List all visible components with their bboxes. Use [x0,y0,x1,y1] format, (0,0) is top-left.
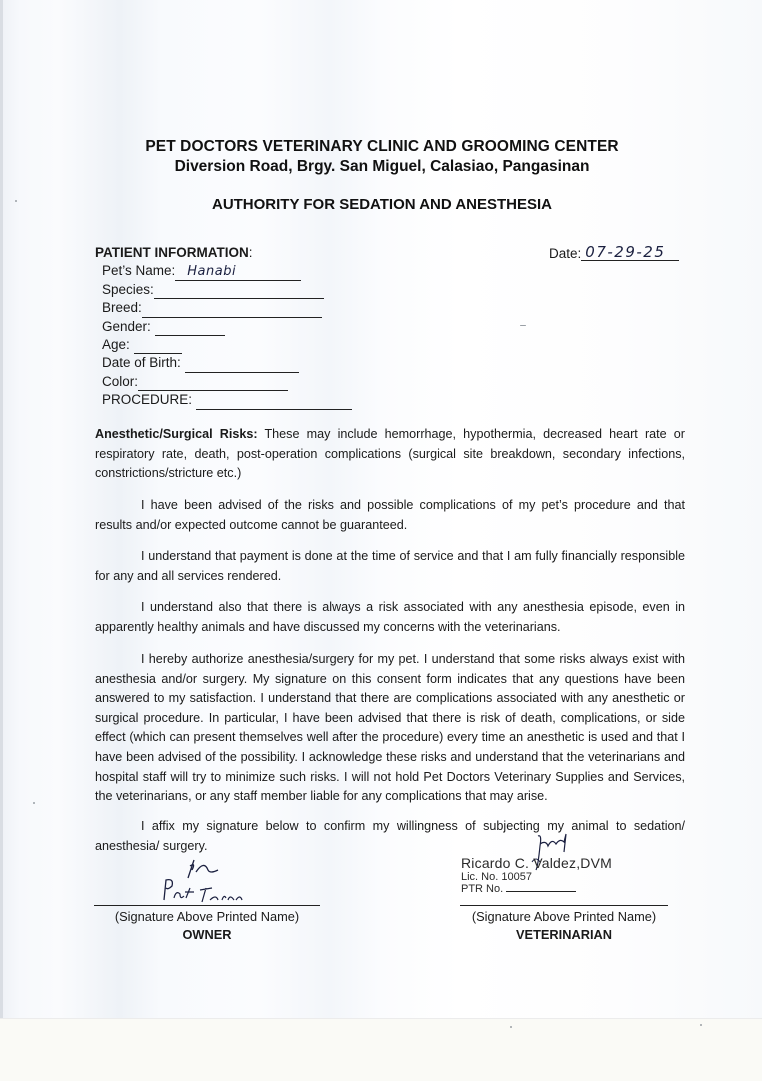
breed-input[interactable] [142,303,322,318]
procedure-input[interactable] [196,395,352,410]
age-field[interactable] [95,336,352,354]
date-label: Date: [549,246,582,261]
risks-paragraph [95,425,685,484]
field-label: PROCEDURE: [102,392,193,408]
ptr-number-field[interactable] [461,883,612,895]
pets-name-field[interactable] [95,262,352,280]
document-header [22,137,742,215]
color-field[interactable] [95,373,352,391]
scan-speck [700,1024,702,1026]
license-number: Lic. No. 10057 [461,871,532,883]
consent-paragraph-3 [95,598,685,637]
date-field[interactable] [549,244,679,261]
species-input[interactable] [154,284,324,299]
owner-signature-caption: (Signature Above Printed Name) [114,909,300,924]
paragraph-text: I understand that payment is done at the time of service and that I am fully financially responsible for any and all services rendered. [95,549,685,583]
veterinarian-role-label: VETERINARIAN [516,927,612,942]
consent-paragraph-2 [95,547,685,586]
patient-information-section [95,244,352,410]
veterinarian-stamp [461,855,612,895]
owner-role-label: OWNER [182,927,232,942]
consent-paragraph-4 [95,650,685,807]
paragraph-text: I understand also that there is always a risk associated with any anesthesia episode, even in apparently healthy animals and have discussed my concerns with the veterinarians. [95,600,685,634]
ptr-input[interactable] [506,883,576,892]
risks-text: These may include hemorrhage, hypothermia, decreased heart rate or respiratory rate, death, post-operation complications (surgical site breakdown, secondary infections, constrictions/stricture etc.) [95,427,685,481]
paragraph-text: I hereby authorize anesthesia/surgery for my pet. I understand that some risks always exist with anesthesia and/or surgery. My signature on this consent form indicates that any questions have been answered to my satisfaction. I understand that there are complications associated with any anesthetic or surgical procedure. In particular, I have been advised that there is risk of death, complications, or side effect (which can present themselves well after the procedure) every time an anesthetic is used and that I have been advised of the possibility. I acknowledge these risks and understand that the veterinarians and hospital staff will try to minimize such risks. I will not hold Pet Doctors Veterinary Supplies and Services, the veterinarians, or any staff member liable for any complications that may arise. [95,652,685,804]
age-input[interactable] [134,339,182,354]
pets-name-input[interactable] [175,266,301,281]
paragraph-text: I affix my signature below to confirm my willingness of subjecting my animal to sedation/ anesthesia/ surgery. [95,819,685,853]
clinic-address: Diversion Road, Brgy. San Miguel, Calasiao, Pangasinan [174,158,590,175]
veterinarian-signature-caption: (Signature Above Printed Name) [471,909,657,924]
breed-field[interactable] [95,299,352,317]
scan-speck [510,1026,512,1028]
veterinarian-signature-block[interactable] [460,905,668,944]
field-label: Species: [102,281,154,297]
paragraph-text: I have been advised of the risks and possible complications of my pet’s procedure and that results and/or expected outcome cannot be guaranteed. [95,498,685,532]
patient-information-heading [95,244,352,262]
page-bottom-margin [0,1018,762,1081]
pets-name-value: Hanabi [187,264,237,280]
veterinarian-signature-line[interactable] [460,905,668,906]
owner-signature-block[interactable] [94,905,320,944]
date-of-birth-field[interactable] [95,354,352,372]
field-label: Date of Birth: [102,355,181,371]
scan-speck [520,325,526,326]
scan-speck [33,802,35,804]
heading-colon: : [248,245,253,260]
ptr-label: PTR No. [461,883,504,895]
color-input[interactable] [138,376,288,391]
gender-field[interactable] [95,318,352,336]
field-label: Breed: [102,300,142,316]
section-heading: PATIENT INFORMATION [95,245,249,260]
field-label: Pet’s Name: [102,263,176,279]
page-edge [0,0,3,1020]
field-label: Gender: [102,318,151,334]
document-title: AUTHORITY FOR SEDATION AND ANESTHESIA [211,196,552,213]
field-label: Age: [102,337,130,353]
risks-heading: Anesthetic/Surgical Risks: [95,427,258,441]
date-input[interactable] [581,244,679,261]
owner-signature-line[interactable] [94,905,320,906]
date-value: 07-29-25 [585,243,666,261]
clinic-name: PET DOCTORS VETERINARY CLINIC AND GROOMING CENTER [145,138,619,155]
field-label: Color: [102,373,139,389]
date-of-birth-input[interactable] [185,358,299,373]
gender-input[interactable] [155,321,225,336]
procedure-field[interactable] [95,391,352,409]
veterinarian-name: Ricardo C. Valdez,DVM [461,855,612,871]
consent-paragraph-1 [95,496,685,535]
scan-speck [15,200,17,202]
species-field[interactable] [95,281,352,299]
consent-paragraph-5 [95,817,685,856]
owner-signature-icon [130,858,250,908]
